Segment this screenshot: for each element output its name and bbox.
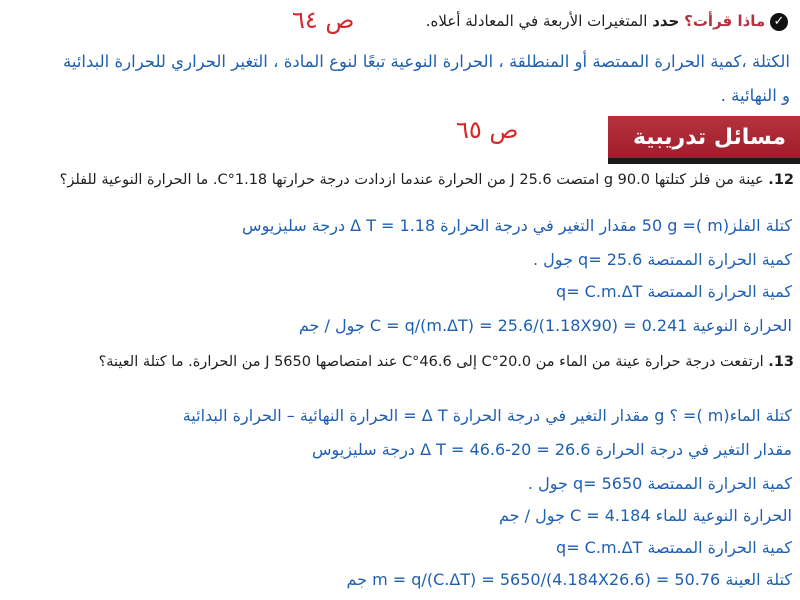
problem-13-text: ارتفعت درجة حرارة عينة من الماء من 20.0°C إلى 46.6°C عند امتصاصها 5650 J من الحرارة. ما كتلة العينة؟ <box>98 354 764 370</box>
question-verb: حدد <box>652 12 680 30</box>
practice-problems-banner <box>608 116 800 164</box>
page-reference-65: ص ٦٥ <box>456 116 519 144</box>
problem-13-solution-line-1: كتلة الماء(m )= ؟ g مقدار التغير في درجة الحرارة Δ T = الحرارة النهائية – الحرارة البدائية <box>182 406 792 425</box>
problem-12-number: 12. <box>768 172 794 188</box>
banner-title: مسائل تدريبية <box>632 125 786 150</box>
question-label: ماذا قرأت؟ <box>684 12 766 30</box>
problem-12 <box>60 172 794 188</box>
problem-13-solution-line-3: كمية الحرارة الممتصة q= 5650 جول . <box>527 474 792 493</box>
problem-12-text: عينة من فلز كتلتها 90.0 g امتصت 25.6 J من الحرارة عندما ازدادت درجة حرارتها 1.18°C. ما الحرارة النوعية للفلز؟ <box>59 172 764 188</box>
check-circle-icon: ✓ <box>770 13 788 31</box>
problem-13-solution-line-4: الحرارة النوعية للماء C = 4.184 جول / جم <box>498 506 792 525</box>
problem-13-number: 13. <box>768 354 794 370</box>
problem-12-solution-line-3: كمية الحرارة الممتصة q= C.m.ΔT <box>556 282 792 301</box>
problem-13-solution-line-5: كمية الحرارة الممتصة q= C.m.ΔT <box>556 538 792 557</box>
answer-line-1: الكتلة ،كمية الحرارة الممتصة أو المنطلقة ، الحرارة النوعية تبعًا لنوع المادة ، التغير الحراري للحرارة البدائية <box>63 52 790 71</box>
answer-line-2: و النهائية . <box>720 86 790 105</box>
problem-12-solution-line-1: كتلة الفلز(m )= 50 g مقدار التغير في درجة الحرارة Δ T = 1.18 درجة سليزيوس <box>242 216 792 235</box>
problem-12-solution-line-4: الحرارة النوعية C = q/(m.ΔT) = 25.6/(1.18X90) = 0.241 جول / جم <box>298 316 792 335</box>
question-text: المتغيرات الأربعة في المعادلة أعلاه. <box>425 12 648 30</box>
problem-12-solution-line-2: كمية الحرارة الممتصة q= 25.6 جول . <box>533 250 792 269</box>
problem-13 <box>99 354 794 370</box>
problem-13-solution-line-6: كتلة العينة m = q/(C.ΔT) = 5650/(4.184X26.6) = 50.76 جم <box>346 570 792 589</box>
page-reference-64: ص ٦٤ <box>292 6 355 34</box>
problem-13-solution-line-2: مقدار التغير في درجة الحرارة Δ T = 46.6-20 = 26.6 درجة سليزيوس <box>312 440 792 459</box>
reading-check-question <box>426 12 788 31</box>
